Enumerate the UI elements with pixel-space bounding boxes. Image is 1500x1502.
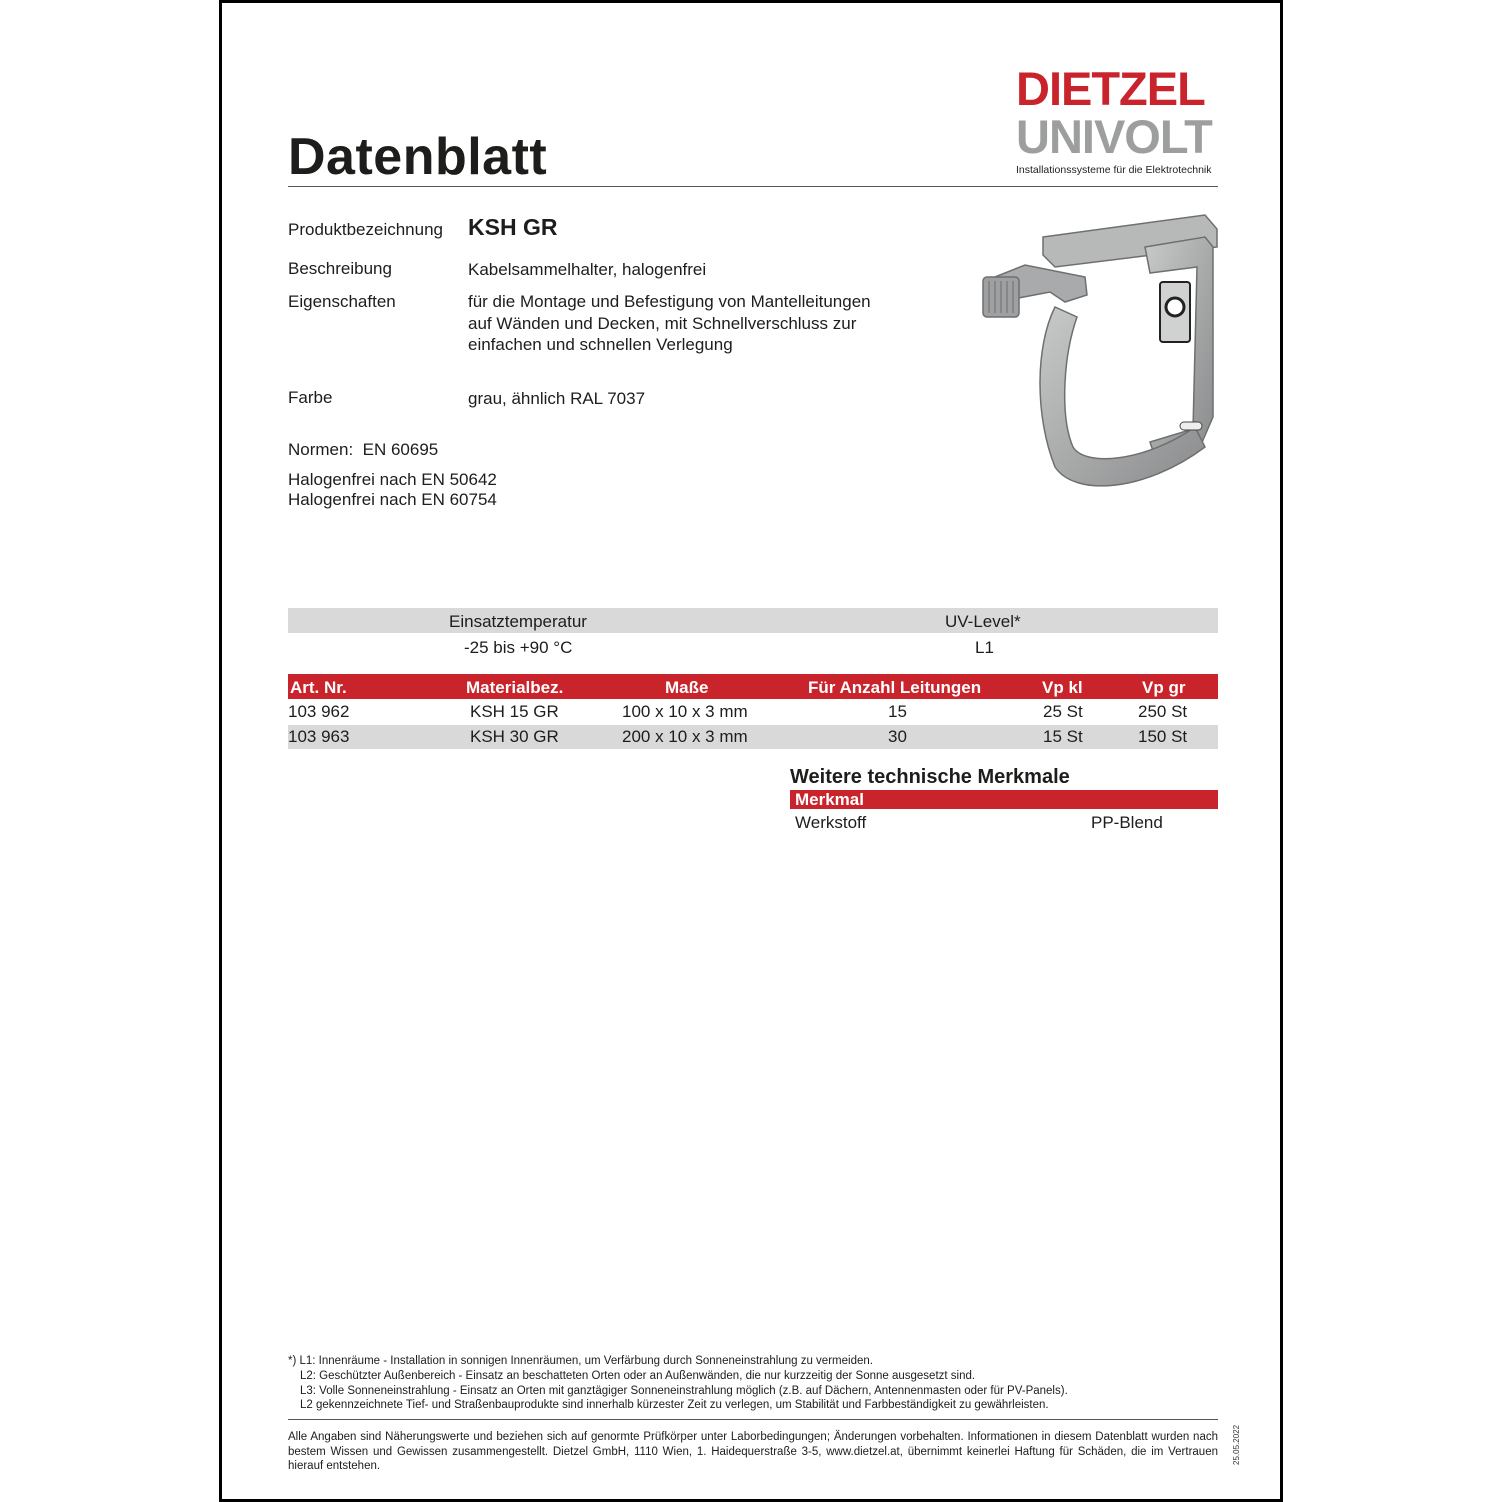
table-row [288,700,1218,724]
halogen-free-2: Halogenfrei nach EN 60754 [288,490,497,509]
description-value: Kabelsammelhalter, halogenfrei [468,260,707,279]
col-cable-count: Für Anzahl Leitungen [808,678,982,697]
row1-art-nr: 103 962 [288,702,350,721]
properties-value: für die Montage und Befestigung von Mantelleitungen auf Wänden und Decken, mit Schnellverschluss zur einfachen und schnellen Verlegung [468,292,871,354]
row2-vp-kl: 15 St [1043,727,1083,746]
feature-material-value: PP-Blend [1091,813,1163,832]
datasheet-page [219,0,1283,1502]
row2-cable-count: 30 [888,727,907,746]
footer-divider [288,1419,1218,1420]
footnote-l4: L2 gekennzeichnete Tief- und Straßenbauprodukte sind innerhalb kürzester Zeit zu verlegen, um Stabilität und Farbbeständigkeit zu gewährleisten. [300,1399,1049,1411]
row2-material: KSH 30 GR [470,727,559,746]
color-label: Farbe [288,388,333,407]
logo-tagline: Installationssysteme für die Elektrotechnik [1016,164,1212,176]
cable-clamp-product-image [955,207,1225,497]
footnote-l2: L2: Geschützter Außenbereich - Einsatz an beschatteten Orten oder an Außenwänden, die nur kurzzeitig der Sonne ausgesetzt sind. [300,1370,976,1382]
row1-vp-kl: 25 St [1043,702,1083,721]
disclaimer: Alle Angaben sind Näherungswerte und beziehen sich auf genormte Prüfkörper unter Laborbedingungen; Änderungen vorbehalten. Informationen in diesem Datenblatt wurden nach bestem Wissen und Gewissen zusammengestellt. Dietzel GmbH, 1110 Wien, 1. Haidequerstraße 3-5, www.dietzel.at, übernimmt keinerlei Haftung für Schäden, die im Vertrauen hierauf entstehen. [288,1431,1218,1472]
features-title: Weitere technische Merkmale [790,766,1070,788]
temp-header: Einsatztemperatur [449,612,587,631]
header-divider [288,186,1218,187]
standards-line [288,440,438,460]
logo-univolt: UNIVOLT [1016,110,1212,163]
uv-value: L1 [975,638,994,657]
row2-dimensions: 200 x 10 x 3 mm [622,727,748,746]
footnote-l3: L3: Volle Sonneneinstrahlung - Einsatz an Orten mit ganztägiger Sonneneinstrahlung möglich (z.B. auf Dächern, Antennenmasten oder für PV-Panels). [300,1385,1068,1397]
row2-art-nr: 103 963 [288,727,350,746]
logo-dietzel: DIETZEL [1016,62,1205,115]
uv-header: UV-Level* [945,612,1021,631]
row1-material: KSH 15 GR [470,702,559,721]
col-vp-kl: Vp kl [1042,678,1083,697]
document-date: 25.05.2022 [1232,1424,1241,1465]
footnote-l1: *) L1: Innenräume - Installation in sonnigen Innenräumen, um Verfärbung durch Sonneneinstrahlung zu vermeiden. [288,1355,873,1367]
table-row [288,725,1218,749]
description-label: Beschreibung [288,259,392,278]
conditions-header-row [288,608,1218,633]
page-title: Datenblatt [288,128,548,186]
standards-label: Normen: [288,440,354,459]
feature-material-label: Werkstoff [795,813,867,832]
row1-vp-gr: 250 St [1138,702,1188,721]
row2-vp-gr: 150 St [1138,727,1188,746]
features-header: Merkmal [795,790,864,809]
halogen-free-1: Halogenfrei nach EN 50642 [288,470,497,489]
standards-value: EN 60695 [362,440,439,459]
col-art-nr: Art. Nr. [290,678,347,697]
col-dimensions: Maße [665,678,709,697]
color-value: grau, ähnlich RAL 7037 [468,389,646,408]
col-vp-gr: Vp gr [1142,678,1186,697]
features-header-row [790,790,1218,809]
col-material: Materialbez. [466,678,564,697]
row1-cable-count: 15 [888,702,907,721]
product-name-label: Produktbezeichnung [288,220,444,239]
row1-dimensions: 100 x 10 x 3 mm [622,702,748,721]
temp-value: -25 bis +90 °C [464,638,573,657]
product-name-value: KSH GR [468,214,558,240]
properties-label: Eigenschaften [288,292,396,311]
